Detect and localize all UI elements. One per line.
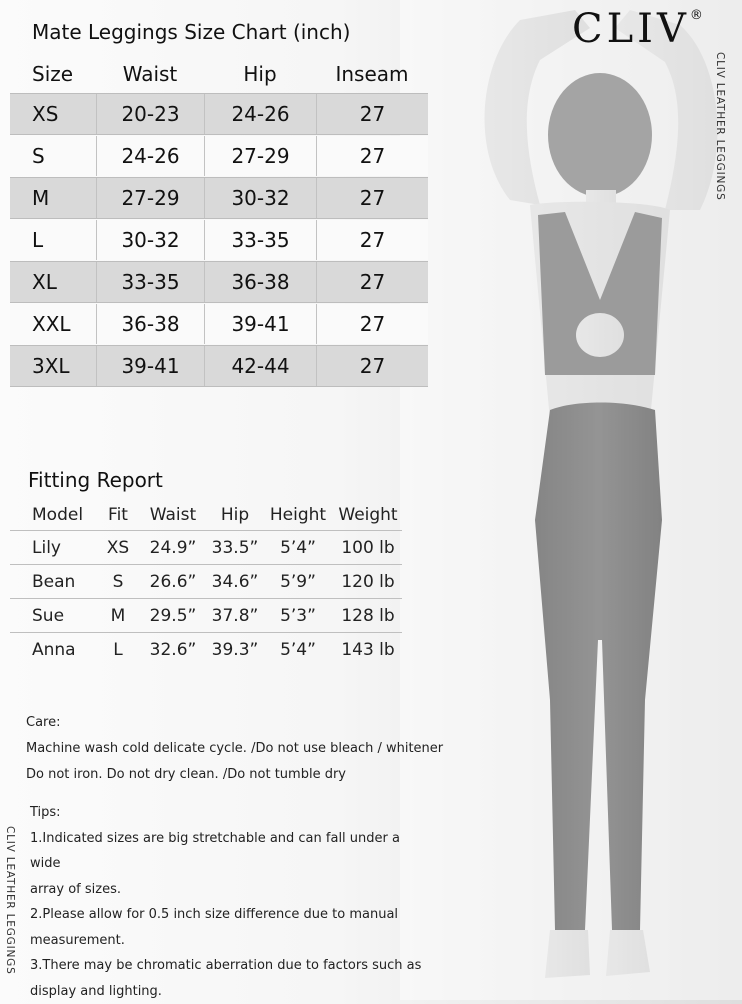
fitting-report-header [10,500,402,530]
hip-cell: 34.6” [211,571,259,592]
size-cell: XL [32,270,57,294]
waist-cell: 26.6” [149,571,197,592]
size-cell: L [32,228,44,252]
size-chart-title: Mate Leggings Size Chart (inch) [32,20,351,44]
table-row [10,177,428,219]
tips-title: Tips: [30,805,61,820]
model-cell: Anna [32,639,76,660]
header-hip: Hip [243,62,277,86]
height-cell: 5’4” [280,639,316,660]
care-section [26,710,443,788]
waist-cell: 27-29 [96,178,204,218]
hip-cell: 37.8” [211,605,259,626]
height-cell: 5’9” [280,571,316,592]
size-cell: M [32,186,50,210]
table-row [10,220,428,260]
weight-cell: 143 lb [341,639,395,660]
brand-side-text-left: CLIV LEATHER LEGGINGS [4,826,16,975]
waist-cell: 30-32 [96,220,204,260]
fitting-report-title: Fitting Report [28,468,163,492]
inseam-cell: 27 [316,346,428,386]
header-waist: Waist [122,62,178,86]
size-chart-table [10,56,428,387]
header-height: Height [269,505,327,525]
hip-cell: 36-38 [204,262,316,302]
hip-cell: 27-29 [204,136,316,176]
waist-cell: 20-23 [96,94,204,134]
waist-cell: 29.5” [149,605,197,626]
waist-cell: 36-38 [96,304,204,344]
hip-cell: 33-35 [204,220,316,260]
header-hip: Hip [220,505,250,525]
table-row [10,632,402,666]
header-model: Model [32,505,84,525]
care-line: Do not iron. Do not dry clean. /Do not tumble dry [26,767,346,782]
tip-item: 1.Indicated sizes are big stretchable and can fall under a wide array of sizes. [30,830,400,897]
header-inseam: Inseam [335,62,409,86]
hip-cell: 24-26 [204,94,316,134]
hip-cell: 30-32 [204,178,316,218]
header-waist: Waist [149,505,197,525]
table-row [10,261,428,303]
table-row [10,136,428,176]
tip-item: 3.There may be chromatic aberration due to factors such as display and lighting. [30,958,422,999]
fit-cell: M [110,605,126,626]
hip-cell: 42-44 [204,346,316,386]
waist-cell: 32.6” [149,639,197,660]
fit-cell: L [113,639,123,660]
fitting-report-table [10,500,402,666]
size-cell: 3XL [32,354,70,378]
hip-cell: 39-41 [204,304,316,344]
model-cell: Lily [32,537,61,558]
waist-cell: 39-41 [96,346,204,386]
table-row [10,598,402,632]
weight-cell: 128 lb [341,605,395,626]
fit-cell: S [112,571,124,592]
height-cell: 5’3” [280,605,316,626]
hip-cell: 33.5” [211,537,259,558]
inseam-cell: 27 [316,262,428,302]
height-cell: 5’4” [280,537,316,558]
size-cell: XXL [32,312,71,336]
brand-side-text-right: CLIV LEATHER LEGGINGS [714,52,726,201]
care-title: Care: [26,715,61,730]
weight-cell: 100 lb [341,537,395,558]
tips-section [30,800,430,1004]
hip-cell: 39.3” [211,639,259,660]
model-cell: Sue [32,605,65,626]
inseam-cell: 27 [316,220,428,260]
waist-cell: 33-35 [96,262,204,302]
inseam-cell: 27 [316,178,428,218]
fit-cell: XS [106,537,130,558]
table-row [10,530,402,564]
size-cell: S [32,144,45,168]
brand-logo: CLIV® [572,6,703,52]
care-line: Machine wash cold delicate cycle. /Do not use bleach / whitener [26,741,444,756]
weight-cell: 120 lb [341,571,395,592]
inseam-cell: 27 [316,94,428,134]
inseam-cell: 27 [316,304,428,344]
table-row [10,304,428,344]
header-size: Size [32,62,74,86]
model-cell: Bean [32,571,76,592]
table-row [10,345,428,387]
tip-item: 2.Please allow for 0.5 inch size difference due to manual measurement. [30,907,399,948]
table-row [10,564,402,598]
size-chart-header [10,56,428,92]
waist-cell: 24-26 [96,136,204,176]
header-weight: Weight [338,505,398,525]
size-cell: XS [32,102,59,126]
model-photo [400,0,742,1000]
header-fit: Fit [108,505,128,525]
waist-cell: 24.9” [149,537,197,558]
inseam-cell: 27 [316,136,428,176]
table-row [10,93,428,135]
